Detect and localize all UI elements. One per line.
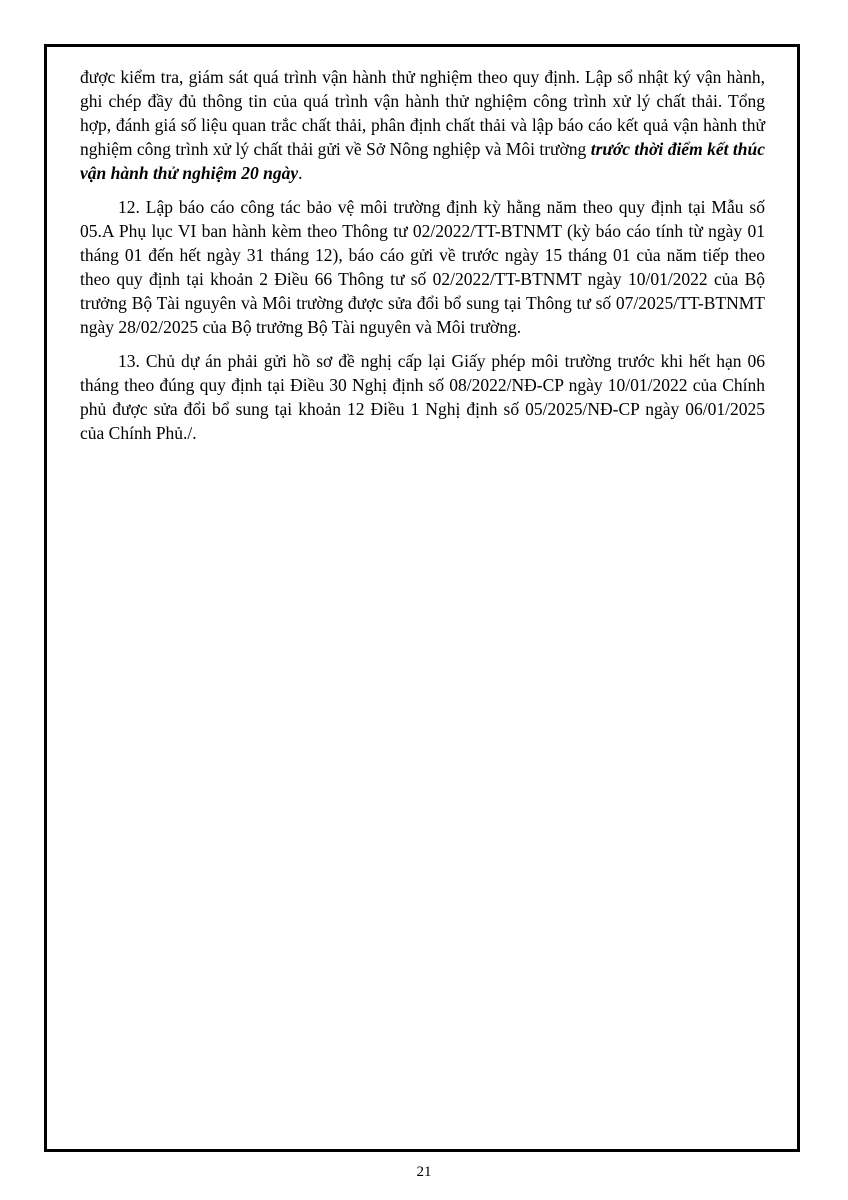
- document-body: [80, 65, 765, 455]
- page-number: 21: [416, 1164, 432, 1180]
- paragraph-continuation: [80, 65, 765, 185]
- paragraph-period: .: [298, 163, 303, 183]
- paragraph-item-12: 12. Lập báo cáo công tác bảo vệ môi trường định kỳ hằng năm theo quy định tại Mẫu số 05.A Phụ lục VI ban hành kèm theo Thông tư 02/2022/TT-BTNMT (kỳ báo cáo tính từ ngày 01 tháng 01 đến hết ngày 31 tháng 12), báo cáo gửi về trước ngày 15 tháng 01 của năm tiếp theo theo quy định tại khoản 2 Điều 66 Thông tư số 02/2022/TT-BTNMT ngày 10/01/2022 của Bộ trưởng Bộ Tài nguyên và Môi trường được sửa đổi bổ sung tại Thông tư số 07/2025/TT-BTNMT ngày 28/02/2025 của Bộ trưởng Bộ Tài nguyên và Môi trường.: [80, 197, 765, 337]
- paragraph-item-13: 13. Chủ dự án phải gửi hồ sơ đề nghị cấp lại Giấy phép môi trường trước khi hết hạn 06 tháng theo đúng quy định tại Điều 30 Nghị định số 08/2022/NĐ-CP ngày 10/01/2022 của Chính phủ được sửa đổi bổ sung tại khoản 12 Điều 1 Nghị định số 05/2025/NĐ-CP ngày 06/01/2025 của Chính Phủ./.: [80, 351, 765, 443]
- paragraph-text: được kiểm tra, giám sát quá trình vận hành thử nghiệm theo quy định. Lập sổ nhật ký vận hành, ghi chép đầy đủ thông tin của quá trình vận hành thử nghiệm công trình xử lý chất thải. Tổng hợp, đánh giá số liệu quan trắc chất thải, phân định chất thải và lập báo cáo kết quả vận hành thử nghiệm công trình xử lý chất thải gửi về Sở Nông nghiệp và Môi trường: [80, 67, 765, 159]
- page-border: [44, 44, 800, 1152]
- emphasized-deadline: trước thời điểm kết thúc vận hành thử nghiệm 20 ngày: [80, 139, 765, 183]
